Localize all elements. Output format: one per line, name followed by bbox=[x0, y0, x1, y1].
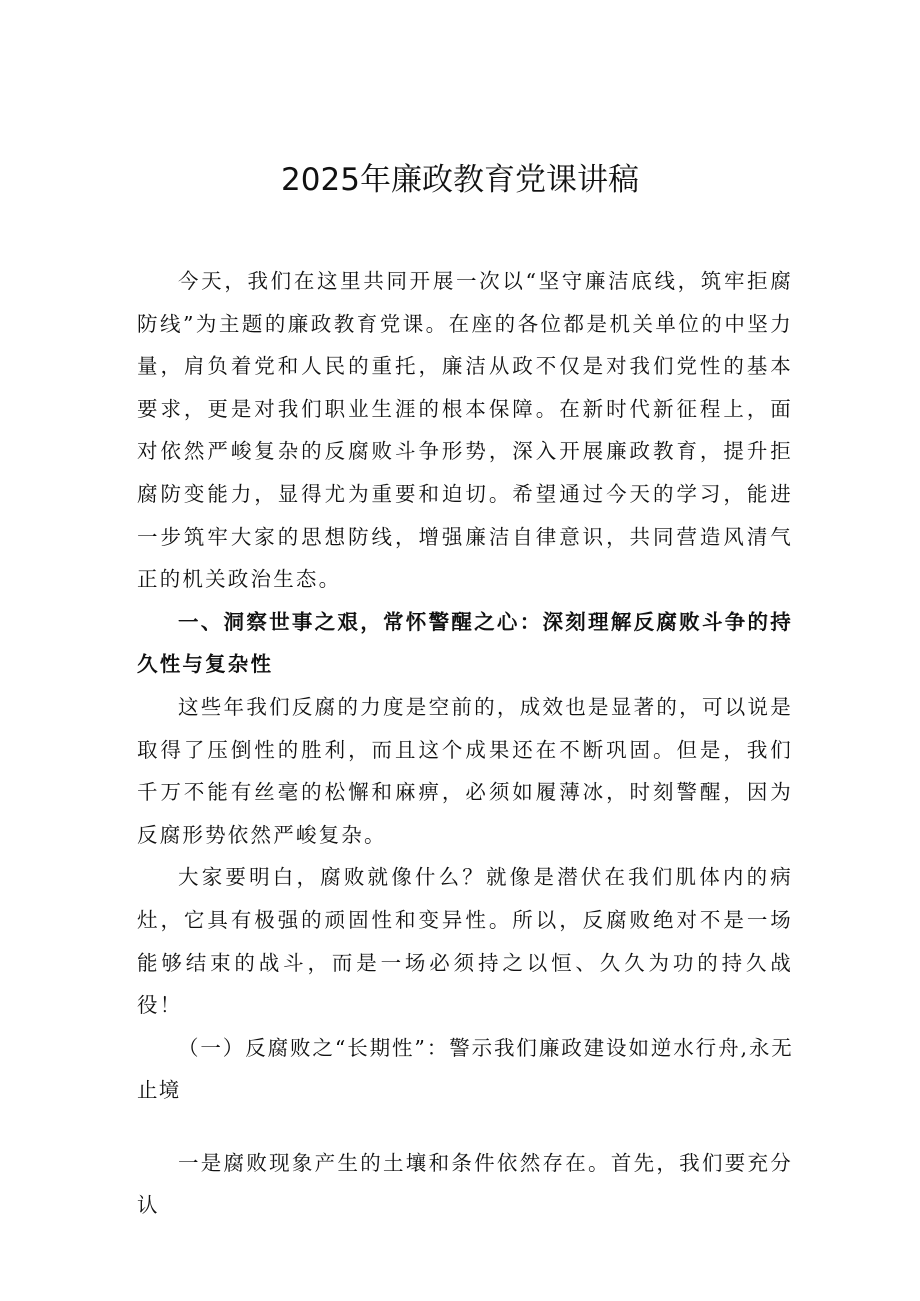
paragraph-spacer bbox=[137, 1112, 793, 1142]
subsection-heading-1: （一）反腐败之“长期性”：警示我们廉政建设如逆水行舟,永无止境 bbox=[137, 1035, 793, 1103]
section-heading-1: 一、洞察世事之艰，常怀警醒之心：深刻理解反腐败斗争的持久性与复杂性 bbox=[137, 609, 793, 677]
intro-paragraph: 今天，我们在这里共同开展一次以“坚守廉洁底线，筑牢拒腐防线”为主题的廉政教育党课。在座的各位都是机关单位的中坚力量，肩负着党和人民的重托，廉洁从政不仅是对我们党性的基本要求，更是对我们职业生涯的根本保障。在新时代新征程上，面对依然严峻复杂的反腐败斗争形势，深入开展廉政教育，提升拒腐防变能力，显得尤为重要和迫切。希望通过今天的学习，能进一步筑牢大家的思想防线，增强廉洁自律意识，共同营造风清气正的机关政治生态。 bbox=[137, 269, 793, 592]
body-paragraph-1: 这些年我们反腐的力度是空前的，成效也是显著的，可以说是取得了压倒性的胜利，而且这个成果还在不断巩固。但是，我们千万不能有丝毫的松懈和麻痹，必须如履薄冰，时刻警醒，因为反腐形势依然严峻复杂。 bbox=[137, 694, 793, 847]
document-body bbox=[137, 260, 793, 1227]
document-title: 2025年廉政教育党课讲稿 bbox=[281, 162, 639, 198]
body-paragraph-2: 大家要明白，腐败就像什么？就像是潜伏在我们肌体内的病灶，它具有极强的顽固性和变异性。所以，反腐败绝对不是一场能够结束的战斗，而是一场必须持之以恒、久久为功的持久战役！ bbox=[137, 865, 793, 1018]
body-paragraph-3: 一是腐败现象产生的土壤和条件依然存在。首先，我们要充分认 bbox=[137, 1150, 793, 1218]
